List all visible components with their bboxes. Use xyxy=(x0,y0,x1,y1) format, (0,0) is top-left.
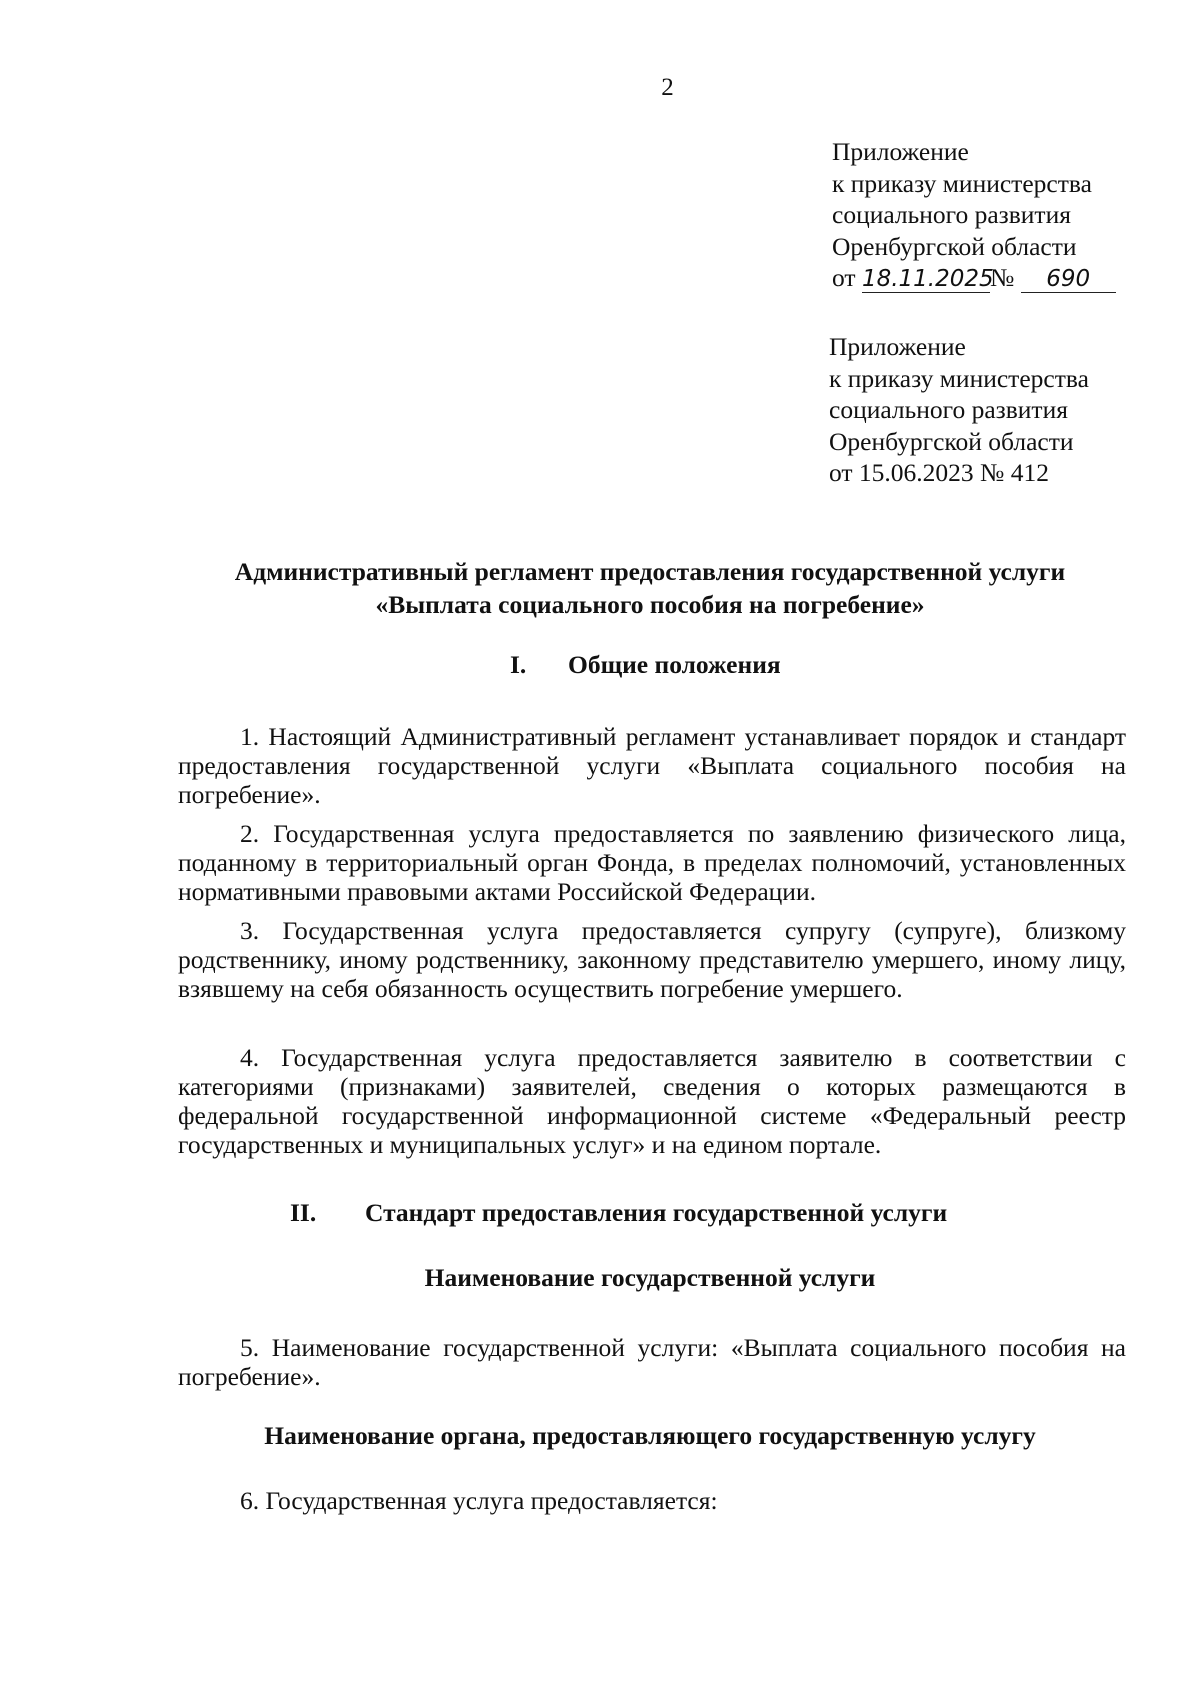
paragraph-2: 2. Государственная услуга предоставляется по заявлению физического лица, поданному в территориальный орган Фонда, в пределах полномочий, установленных нормативными правовыми актами Российской Федерации. xyxy=(178,819,1126,906)
section-numeral: II. xyxy=(290,1198,317,1227)
appendix-line: от 15.06.2023 № 412 xyxy=(829,458,1050,487)
appendix-line: социального развития xyxy=(832,200,1071,229)
page-number: 2 xyxy=(661,74,674,101)
appendix-line: Оренбургской области xyxy=(832,231,1077,261)
appendix-line: Оренбургской области xyxy=(829,426,1074,456)
section-title: Общие положения xyxy=(568,650,781,679)
from-label: от xyxy=(832,263,856,292)
subheading-service-name: Наименование государственной услуги xyxy=(424,1263,876,1292)
paragraph-3: 3. Государственная услуга предоставляется супругу (супруге), близкому родственнику, иному родственнику, законному представителю умершего, иному лицу, взявшему на себя обязанность осуществить погребение умершего. xyxy=(178,916,1126,1003)
section-title: Стандарт предоставления государственной услуги xyxy=(365,1198,948,1227)
appendix-line: Приложение xyxy=(829,332,966,361)
appendix-date-line xyxy=(832,262,1116,294)
appendix-line: к приказу министерства xyxy=(829,363,1089,393)
handwritten-order-number: 690 xyxy=(1021,266,1116,293)
paragraph-4: 4. Государственная услуга предоставляется заявителю в соответствии с категориями (признаками) заявителей, сведения о которых размещаются в федеральной государственной информационной системе «Федеральный реестр государственных и муниципальных услуг» и на едином портале. xyxy=(178,1043,1126,1159)
appendix-previous-order xyxy=(829,331,1089,489)
number-label: № xyxy=(989,263,1015,292)
paragraph-1: 1. Настоящий Административный регламент устанавливает порядок и стандарт предоставления государственной услуги «Выплата социального пособия на погребение». xyxy=(178,722,1126,809)
document-title xyxy=(180,555,1120,621)
appendix-line: социального развития xyxy=(829,395,1068,424)
title-line: «Выплата социального пособия на погребение» xyxy=(375,590,925,619)
subheading-authority: Наименование органа, предоставляющего государственную услугу xyxy=(264,1421,1036,1450)
appendix-line: к приказу министерства xyxy=(832,168,1092,198)
paragraph-6: 6. Государственная услуга предоставляется: xyxy=(240,1486,718,1515)
appendix-line: Приложение xyxy=(832,137,969,166)
title-line: Административный регламент предоставления государственной услуги xyxy=(234,557,1066,586)
appendix-current-order xyxy=(832,136,1116,294)
paragraph-5: 5. Наименование государственной услуги: «Выплата социального пособия на погребение». xyxy=(178,1333,1126,1391)
handwritten-date: 18.11.2025 xyxy=(861,266,994,292)
section-numeral: I. xyxy=(510,650,527,679)
